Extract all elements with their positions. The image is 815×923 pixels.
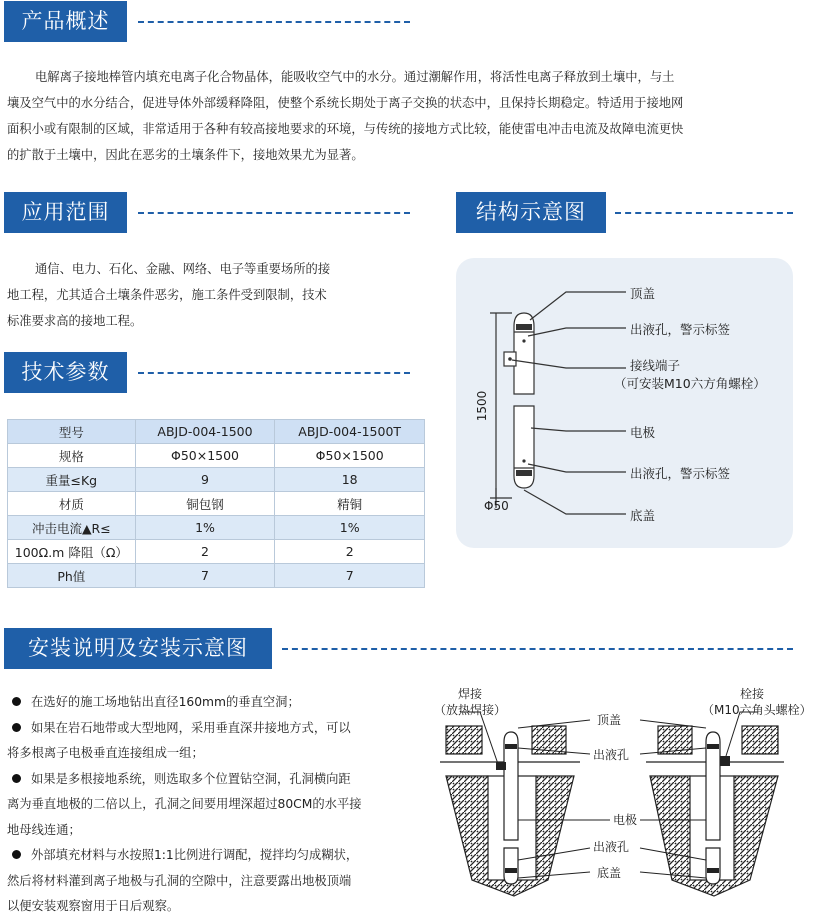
params-cell: ABJD-004-1500: [135, 420, 275, 444]
section-title-overview: 产品概述: [4, 1, 127, 42]
label-hole-1: 出液孔，警示标签: [630, 322, 731, 337]
install-step-cont: 地母线连通；: [7, 822, 81, 837]
application-line: 通信、电力、石化、金融、网络、电子等重要场所的接: [35, 262, 331, 276]
params-cell: 铜包钢: [135, 492, 275, 516]
params-cell: 100Ω.m 降阻（Ω）: [8, 540, 136, 564]
overview-line: 面积小或有限制的区域，非常适用于各种有较高接地要求的环境，与传统的接地方式比较，能使雷电冲击电流及故障电流更快: [7, 122, 684, 136]
section-title-params: 技术参数: [4, 352, 127, 393]
params-cell: 2: [275, 540, 425, 564]
label-hole-2: 出液孔，警示标签: [630, 466, 731, 481]
params-header-row: [8, 420, 425, 444]
params-cell: 精铜: [275, 492, 425, 516]
bullet-icon: [12, 850, 21, 859]
label-weld: 焊接: [458, 687, 483, 701]
params-cell: Φ50×1500: [135, 444, 275, 468]
params-cell: 18: [275, 468, 425, 492]
params-cell: 7: [135, 564, 275, 588]
application-text: [7, 256, 392, 334]
params-row: [8, 468, 425, 492]
label-weld-note: （放热焊接）: [434, 703, 507, 717]
params-row: [8, 564, 425, 588]
install-step-cont: 然后将材料灌到离子地极与孔洞的空隙中，注意要露出地极顶端: [7, 873, 352, 888]
params-cell: 材质: [8, 492, 136, 516]
application-line: 地工程，尤其适合土壤条件恶劣，施工条件受到限制，技术: [7, 288, 327, 302]
overview-line: 电解离子接地棒管内填充电离子化合物晶体，能吸收空气中的水分。通过潮解作用，将活性电离子释放到土壤中，与土: [35, 70, 675, 84]
label-top-cap: 顶盖: [630, 286, 656, 301]
install-step: [7, 716, 422, 742]
params-cell: 2: [135, 540, 275, 564]
bullet-icon: [12, 774, 21, 783]
overview-text: [7, 64, 807, 168]
step-text: 如果是多根接地系统，则选取多个位置钻空洞，孔洞横向距: [31, 771, 351, 786]
params-cell: 重量≤Kg: [8, 468, 136, 492]
application-line: 标准要求高的接地工程。: [7, 314, 143, 328]
structure-length-label: 1500: [475, 390, 489, 422]
params-cell: 冲击电流▲R≤: [8, 516, 136, 540]
structure-diameter-label: Φ50: [484, 499, 509, 513]
label-install-hole-b: 出液孔: [593, 840, 630, 854]
params-table: [7, 419, 425, 588]
label-install-bottom-cap: 底盖: [597, 866, 622, 880]
overview-line: 壤及空气中的水分结合，促进导体外部缓释降阻，使整个系统长期处于离子交换的状态中，且保持长期稳定。特适用于接地网: [7, 96, 684, 110]
structure-diagram: [456, 258, 793, 548]
params-row: [8, 516, 425, 540]
install-step: [7, 690, 422, 716]
section-divider: [282, 648, 793, 650]
section-divider: [138, 21, 410, 23]
label-bottom-cap: 底盖: [630, 508, 656, 523]
install-step-cont: 以便安装观察窗用于日后观察。: [7, 899, 180, 913]
section-title-structure: 结构示意图: [456, 192, 606, 233]
params-cell: Ph值: [8, 564, 136, 588]
install-step: [7, 767, 422, 793]
params-cell: 1%: [275, 516, 425, 540]
step-text: 外部填充材料与水按照1:1比例进行调配，搅拌均匀成糊状，: [31, 848, 359, 862]
params-cell: 9: [135, 468, 275, 492]
label-bolt-note: （M10六角头螺栓）: [702, 703, 812, 717]
step-text: 如果在岩石地带或大型地网，采用垂直深井接地方式，可以: [31, 720, 351, 735]
install-steps: [7, 690, 422, 920]
label-terminal: 接线端子: [630, 358, 681, 373]
bullet-icon: [12, 697, 21, 706]
install-step-cont: 离为垂直地极的二倍以上，孔洞之间要用埋深超过80CM的水平接: [7, 797, 362, 811]
params-cell: 1%: [135, 516, 275, 540]
params-cell: 型号: [8, 420, 136, 444]
install-step-cont: 将多根离子电极垂直连接组成一组；: [7, 746, 204, 760]
section-divider: [138, 372, 410, 374]
params-cell: 规格: [8, 444, 136, 468]
bullet-icon: [12, 723, 21, 732]
label-electrode: 电极: [630, 425, 656, 440]
section-title-application: 应用范围: [4, 192, 127, 233]
label-bolt: 栓接: [740, 687, 765, 701]
label-install-top-cap: 顶盖: [597, 713, 622, 727]
label-install-hole-a: 出液孔: [593, 748, 630, 762]
params-cell: 7: [275, 564, 425, 588]
install-step: [7, 843, 422, 869]
section-divider: [138, 212, 410, 214]
label-terminal-note: （可安装M10六方角螺栓）: [614, 376, 766, 391]
section-divider: [615, 212, 793, 214]
params-row: [8, 492, 425, 516]
params-row: [8, 444, 425, 468]
params-cell: Φ50×1500: [275, 444, 425, 468]
label-install-electrode: 电极: [613, 813, 638, 827]
step-text: 在选好的施工场地钻出直径160mm的垂直空洞；: [31, 695, 300, 709]
params-row: [8, 540, 425, 564]
section-title-install: 安装说明及安装示意图: [4, 628, 272, 669]
overview-line: 的扩散于土壤中，因此在恶劣的土壤条件下，接地效果尤为显著。: [7, 148, 364, 162]
params-cell: ABJD-004-1500T: [275, 420, 425, 444]
